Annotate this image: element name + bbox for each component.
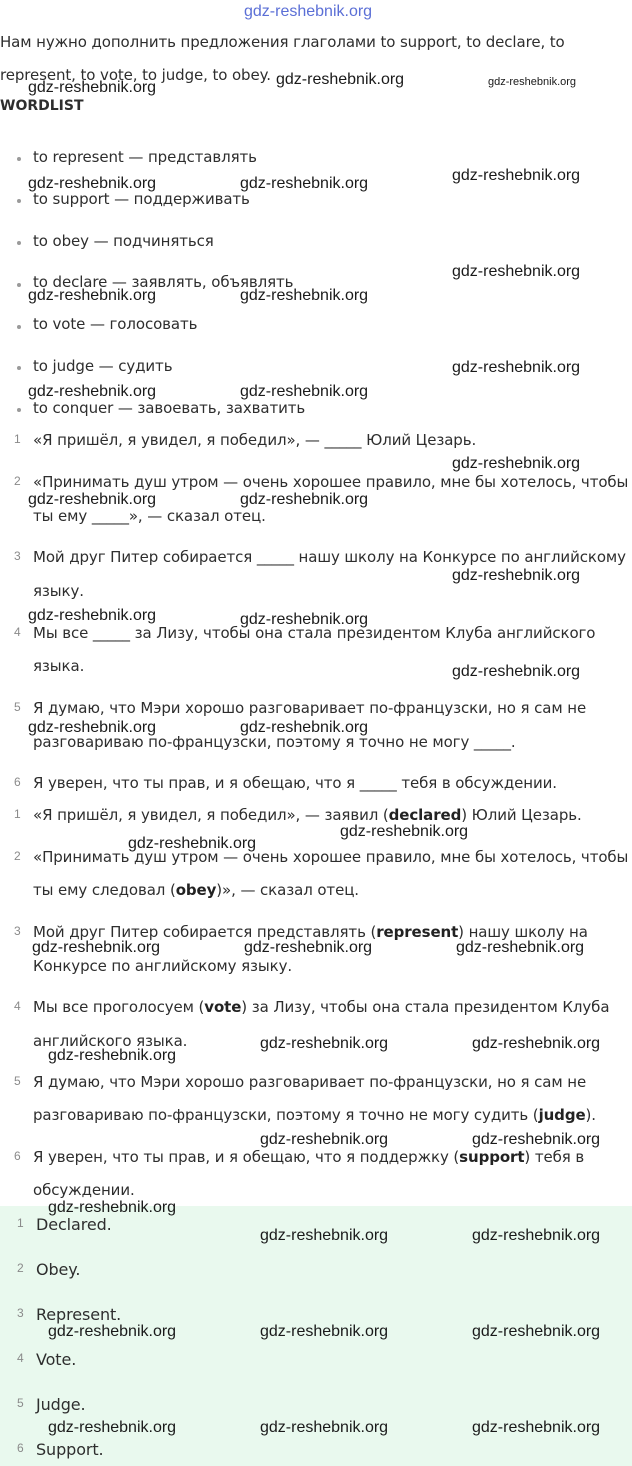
filled-line: «Я пришёл, я увидел, я победил», — заявил (declared) Юлий Цезарь. xyxy=(33,806,582,824)
watermark: gdz-reshebnik.org xyxy=(28,383,157,400)
filled-line: английского языка. xyxy=(33,1032,188,1050)
item-number: 1 xyxy=(14,807,21,821)
watermark: gdz-reshebnik.org xyxy=(240,383,369,400)
watermark: gdz-reshebnik.org xyxy=(260,1419,389,1436)
watermark-top: gdz-reshebnik.org xyxy=(244,3,373,20)
item-number: 2 xyxy=(14,474,21,488)
filled-line: Я уверен, что ты прав, и я обещаю, что я поддержку (support) тебя в xyxy=(33,1148,585,1166)
bullet xyxy=(17,325,21,329)
exercise-line: «Принимать душ утром — очень хорошее правило, мне бы хотелось, чтобы xyxy=(33,473,629,491)
intro-line-2: represent, to vote, to judge, to obey. xyxy=(0,66,271,84)
wordlist-item: to declare — заявлять, объявлять xyxy=(33,273,294,291)
wordlist-item: to obey — подчиняться xyxy=(33,232,214,250)
item-number: 5 xyxy=(14,700,21,714)
filled-line: Мы все проголосуем (vote) за Лизу, чтобы она стала президентом Клуба xyxy=(33,998,610,1016)
watermark: gdz-reshebnik.org xyxy=(452,263,581,280)
item-number: 3 xyxy=(14,924,21,938)
watermark: gdz-reshebnik.org xyxy=(240,491,369,508)
watermark: gdz-reshebnik.org xyxy=(452,663,581,680)
answer-word: declared xyxy=(388,806,462,824)
filled-line: разговариваю по-французски, поэтому я точно не могу судить (judge). xyxy=(33,1106,596,1124)
watermark: gdz-reshebnik.org xyxy=(32,939,161,956)
answer-number: 2 xyxy=(17,1261,24,1275)
watermark: gdz-reshebnik.org xyxy=(456,939,585,956)
watermark: gdz-reshebnik.org xyxy=(472,1419,601,1436)
answer-word: obey xyxy=(175,881,217,899)
exercise-line: языку. xyxy=(33,582,84,600)
watermark: gdz-reshebnik.org xyxy=(340,823,469,840)
answer-number: 6 xyxy=(17,1441,24,1455)
wordlist-item: to vote — голосовать xyxy=(33,315,198,333)
exercise-line: языка. xyxy=(33,657,85,675)
watermark: gdz-reshebnik.org xyxy=(472,1131,601,1148)
answer-number: 3 xyxy=(17,1306,24,1320)
wordlist-item: to support — поддерживать xyxy=(33,190,250,208)
watermark: gdz-reshebnik.org xyxy=(244,939,373,956)
watermark: gdz-reshebnik.org xyxy=(48,1199,177,1216)
watermark: gdz-reshebnik.org xyxy=(28,607,157,624)
answer-text: Vote. xyxy=(36,1350,77,1369)
watermark: gdz-reshebnik.org xyxy=(260,1035,389,1052)
watermark: gdz-reshebnik.org xyxy=(488,76,577,88)
watermark: gdz-reshebnik.org xyxy=(452,455,581,472)
watermark: gdz-reshebnik.org xyxy=(48,1419,177,1436)
answer-text: Represent. xyxy=(36,1305,122,1324)
watermark: gdz-reshebnik.org xyxy=(472,1227,601,1244)
watermark: gdz-reshebnik.org xyxy=(276,71,405,88)
wordlist-item: to conquer — завоевать, захватить xyxy=(33,399,306,417)
filled-line: обсуждении. xyxy=(33,1181,135,1199)
exercise-line: Мы все _____ за Лизу, чтобы она стала президентом Клуба английского xyxy=(33,624,596,642)
watermark: gdz-reshebnik.org xyxy=(472,1323,601,1340)
item-number: 6 xyxy=(14,1149,21,1163)
watermark: gdz-reshebnik.org xyxy=(240,611,369,628)
bullet xyxy=(17,157,21,161)
item-number: 2 xyxy=(14,849,21,863)
filled-line: Конкурсе по английскому языку. xyxy=(33,957,293,975)
wordlist-item: to judge — судить xyxy=(33,357,173,375)
watermark: gdz-reshebnik.org xyxy=(128,835,257,852)
answer-text: Support. xyxy=(36,1440,104,1459)
watermark: gdz-reshebnik.org xyxy=(28,491,157,508)
answer-word: vote xyxy=(204,998,242,1016)
answer-word: support xyxy=(459,1148,525,1166)
watermark: gdz-reshebnik.org xyxy=(28,175,157,192)
item-number: 1 xyxy=(14,432,21,446)
answer-word: judge xyxy=(538,1106,586,1124)
wordlist-item: to represent — представлять xyxy=(33,148,257,166)
watermark: gdz-reshebnik.org xyxy=(48,1323,177,1340)
filled-line: ты ему следовал (obey)», — сказал отец. xyxy=(33,881,359,899)
watermark: gdz-reshebnik.org xyxy=(452,167,581,184)
item-number: 5 xyxy=(14,1074,21,1088)
bullet xyxy=(17,199,21,203)
item-number: 3 xyxy=(14,549,21,563)
exercise-line: разговариваю по-французски, поэтому я точно не могу _____. xyxy=(33,733,516,751)
watermark: gdz-reshebnik.org xyxy=(452,359,581,376)
item-number: 4 xyxy=(14,999,21,1013)
answer-text: Judge. xyxy=(36,1395,86,1414)
answer-number: 4 xyxy=(17,1351,24,1365)
answer-text: Obey. xyxy=(36,1260,81,1279)
item-number: 4 xyxy=(14,625,21,639)
bullet xyxy=(17,241,21,245)
watermark: gdz-reshebnik.org xyxy=(240,175,369,192)
answer-number: 5 xyxy=(17,1396,24,1410)
watermark: gdz-reshebnik.org xyxy=(452,567,581,584)
watermark: gdz-reshebnik.org xyxy=(260,1323,389,1340)
watermark: gdz-reshebnik.org xyxy=(48,1047,177,1064)
filled-line: Я думаю, что Мэри хорошо разговаривает по-французски, но я сам не xyxy=(33,1073,587,1091)
watermark: gdz-reshebnik.org xyxy=(260,1227,389,1244)
watermark: gdz-reshebnik.org xyxy=(28,287,157,304)
answer-number: 1 xyxy=(17,1216,24,1230)
exercise-line: ты ему _____», — сказал отец. xyxy=(33,507,266,525)
exercise-line: «Я пришёл, я увидел, я победил», — _____ Юлий Цезарь. xyxy=(33,431,477,449)
exercise-line: Мой друг Питер собирается _____ нашу школу на Конкурсе по английскому xyxy=(33,548,626,566)
watermark: gdz-reshebnik.org xyxy=(28,719,157,736)
watermark: gdz-reshebnik.org xyxy=(260,1131,389,1148)
intro-line-1: Нам нужно дополнить предложения глаголами to support, to declare, to xyxy=(0,33,565,51)
wordlist-heading: WORDLIST xyxy=(0,98,84,114)
answer-word: represent xyxy=(376,923,459,941)
item-number: 6 xyxy=(14,775,21,789)
watermark: gdz-reshebnik.org xyxy=(472,1035,601,1052)
watermark: gdz-reshebnik.org xyxy=(240,287,369,304)
bullet xyxy=(17,283,21,287)
bullet xyxy=(17,366,21,370)
watermark: gdz-reshebnik.org xyxy=(240,719,369,736)
filled-line: «Принимать душ утром — очень хорошее правило, мне бы хотелось, чтобы xyxy=(33,848,629,866)
filled-line: Мой друг Питер собирается представлять (represent) нашу школу на xyxy=(33,923,588,941)
watermark: gdz-reshebnik.org xyxy=(28,79,157,96)
answer-text: Declared. xyxy=(36,1215,112,1234)
bullet xyxy=(17,408,21,412)
exercise-line: Я думаю, что Мэри хорошо разговаривает по-французски, но я сам не xyxy=(33,699,587,717)
exercise-line: Я уверен, что ты прав, и я обещаю, что я _____ тебя в обсуждении. xyxy=(33,774,557,792)
